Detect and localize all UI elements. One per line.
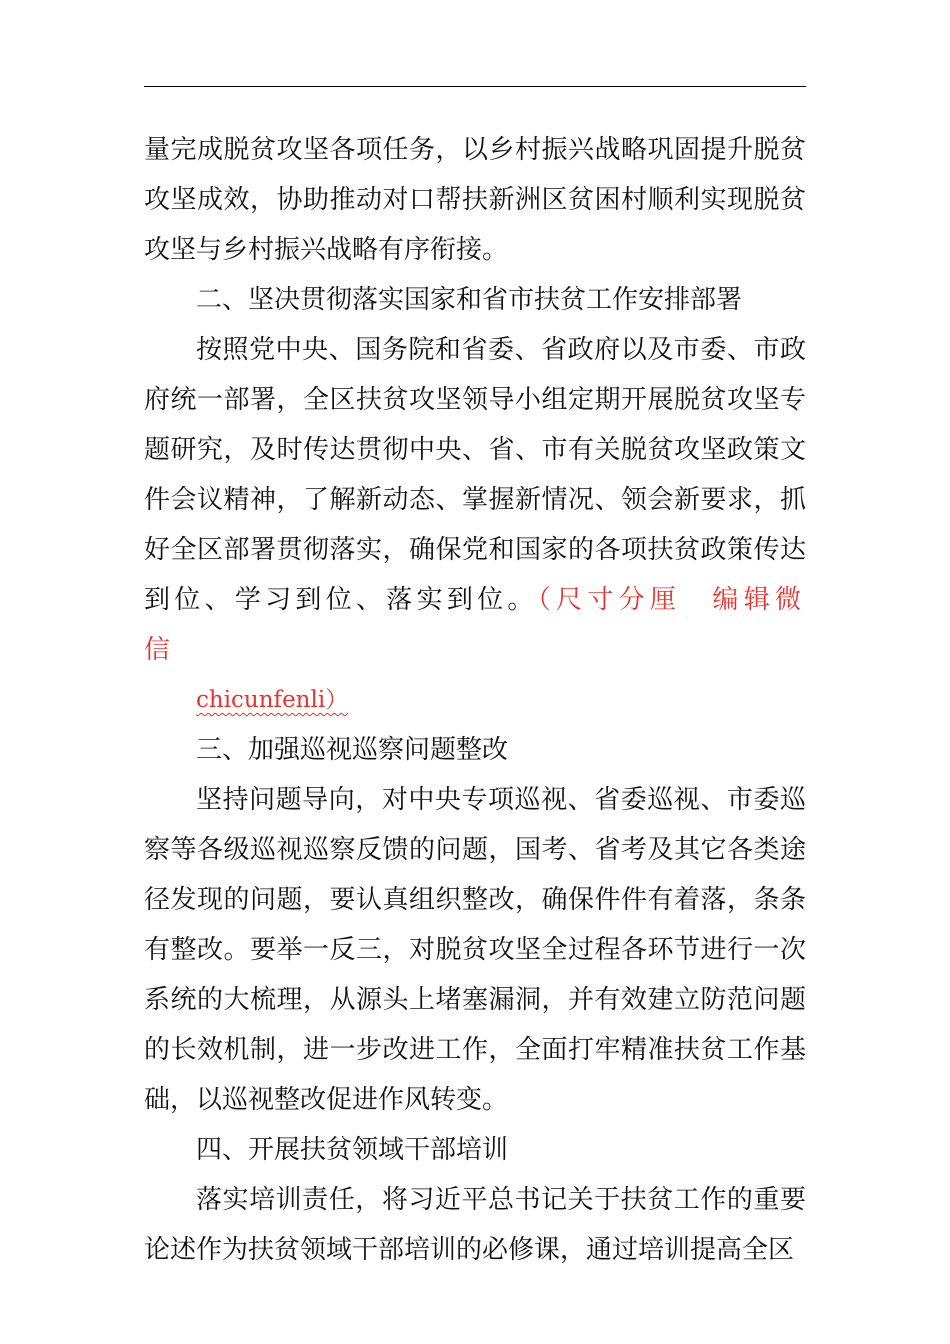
section-heading-4: 四、开展扶贫领域干部培训 [196, 1135, 509, 1165]
section-heading-3: 三、加强巡视巡察问题整改 [196, 735, 509, 765]
header-divider [144, 86, 806, 87]
editor-note: （尺寸分厘 编辑微信 [144, 585, 806, 665]
section-heading-2: 二、坚决贯彻落实国家和省市扶贫工作安排部署 [196, 285, 743, 315]
paragraph-section-4: 落实培训责任，将习近平总书记关于扶贫工作的重要论述作为扶贫领域干部培训的必修课，通过培训提高全区 [144, 1185, 806, 1265]
paragraph-continuation: 量完成脱贫攻坚各项任务，以乡村振兴战略巩固提升脱贫攻坚成效，协助推动对口帮扶新洲区贫困村顺利实现脱贫攻坚与乡村振兴战略有序衔接。 [144, 135, 806, 265]
paragraph-section-2 [144, 325, 806, 725]
document-body [144, 125, 806, 1275]
paragraph-section-2-tail: 到位、学习到位、落实到位。 [144, 585, 538, 615]
paragraph-section-3: 坚持问题导向，对中央专项巡视、省委巡视、市委巡察等各级巡视巡察反馈的问题，国考、省考及其它各类途径发现的问题，要认真组织整改，确保件件有着落，条条有整改。要举一反三，对脱贫攻坚全过程各环节进行一次系统的大梳理，从源头上堵塞漏洞，并有效建立防范问题的长效机制，进一步改进工作，全面打牢精准扶贫工作基础，以巡视整改促进作风转变。 [144, 785, 806, 1115]
editor-note-wechat-id: chicunfenli） [196, 687, 349, 713]
paragraph-section-2-main: 按照党中央、国务院和省委、省政府以及市委、市政府统一部署，全区扶贫攻坚领导小组定期开展脱贫攻坚专题研究，及时传达贯彻中央、省、市有关脱贫攻坚政策文件会议精神，了解新动态、掌握新情况、领会新要求，抓好全区部署贯彻落实，确保党和国家的各项扶贫政策传达 [144, 335, 806, 565]
